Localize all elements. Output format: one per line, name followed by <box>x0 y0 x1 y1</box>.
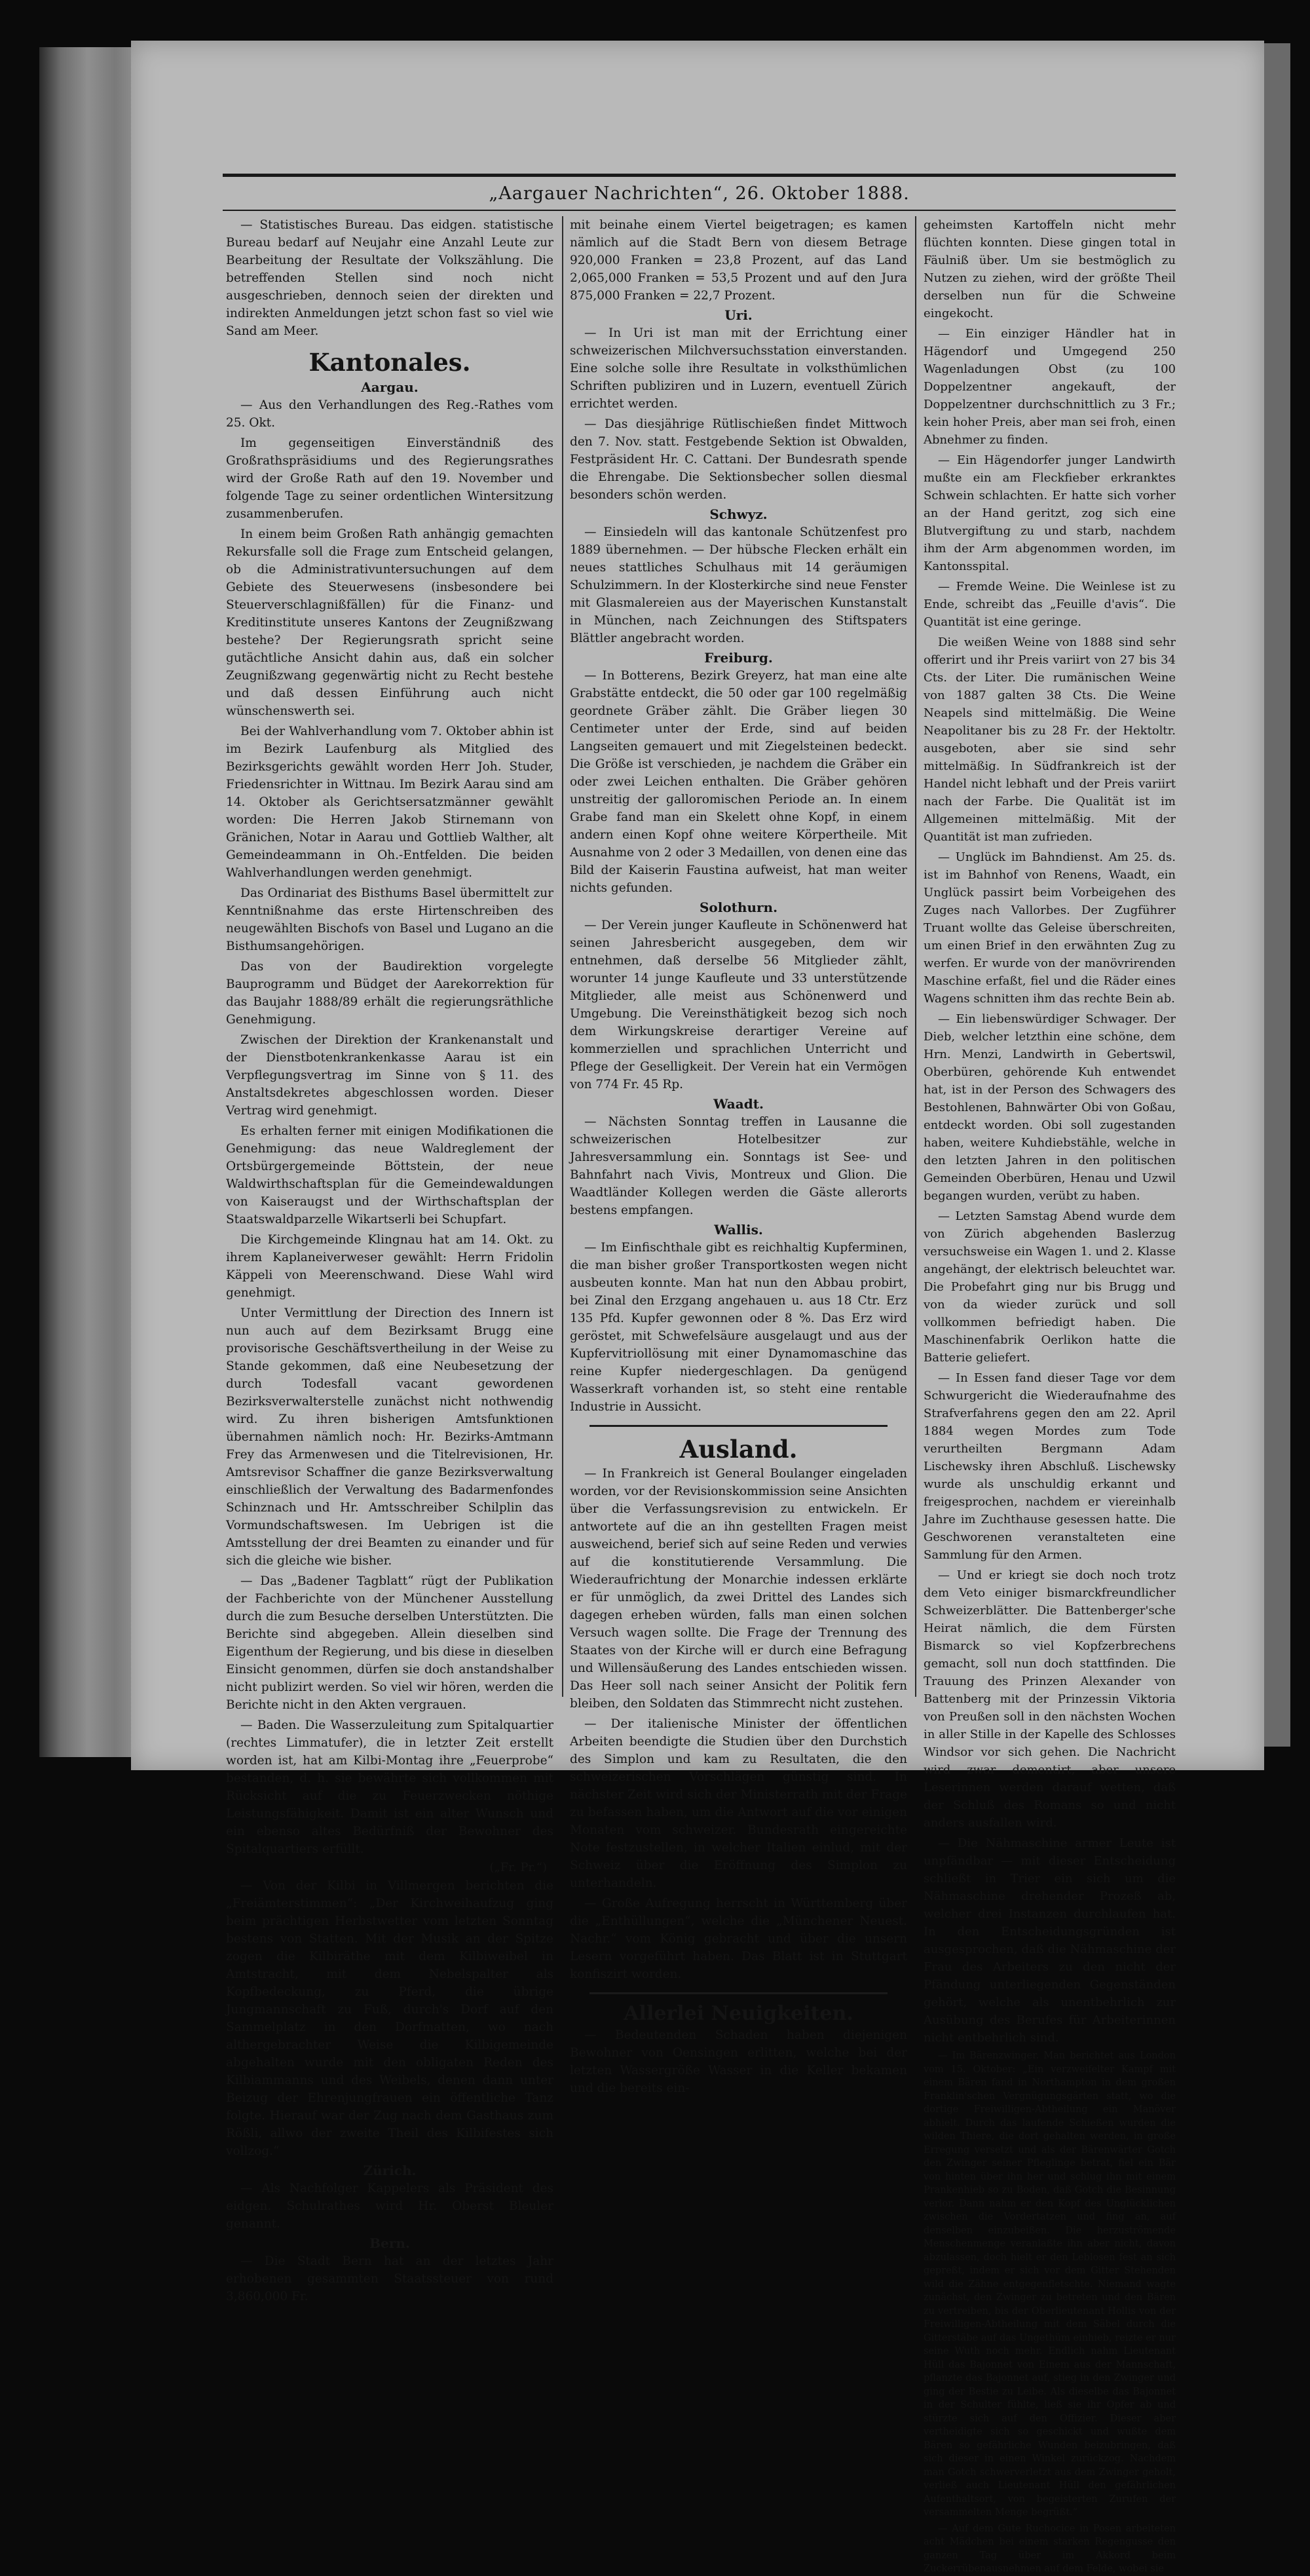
section-heading-allerlei: Allerlei Neuigkeiten. <box>624 2002 853 2025</box>
article-statistik: — Statistisches Bureau. Das eidgen. statistische Bureau bedarf auf Neujahr eine Anzahl Leute zur Bearbeitung der Resultate der Volkszählung. Die betreffenden Stellen sind noch nicht ausgeschrieben, dennoch seien der direkten und indirekten Anmeldungen jetzt schon fast so viel wie Sand am Meer. <box>226 218 553 338</box>
subheading-uri: Uri. <box>724 307 753 323</box>
page-header <box>223 174 1176 211</box>
article-uri: — In Uri ist man mit der Errichtung einer schweizerischen Milchversuchsstation einverstanden. Eine solche solle ihre Resultate in volksthümlichen Schriften publiziren und in Luzern, eventuell Zürich errichtet werden. <box>570 326 907 411</box>
article-solothurn: — Der Verein junger Kaufleute in Schönenwerd hat seinen Jahresbericht ausgegeben, dem wir entnehmen, daß derselbe 56 Mitglieder zählt, worunter 14 junge Kaufleute und 33 unterstützende Mitglieder, alle meist aus Schönenwerd und Umgebung. Die Vereinsthätigkeit bezog sich noch dem Wirkungskreise derartiger Vereine auf kommerziellen und sprachlichen Unterricht und Pflege der Geselligkeit. Der Verein hat ein Vermögen von 774 Fr. 45 Rp. <box>570 919 907 1091</box>
article-paragraph: Bei der Wahlverhandlung vom 7. Oktober abhin ist im Bezirk Laufenburg als Mitglied des Bezirksgerichts gewählt worden Herr Joh. Studer, Friedensrichter in Wittnau. Im Bezirk Aarau sind am 14. Oktober als Gerichtsersatzmänner gewählt worden: Die Herren Jakob Stirnemann von Gränichen, Notar in Aarau und Gottlieb Walther, alt Gemeindeammann in Oh.-Entfelden. Die beiden Wahlverhandlungen werden genehmigt. <box>226 725 553 880</box>
article-paragraph: Das Ordinariat des Bisthums Basel übermittelt zur Kenntnißnahme das erste Hirtenschreiben des neugewählten Bischofs von Basel und Lugano an die Bisthumsangehörigen. <box>226 886 553 953</box>
article-frankreich: — In Frankreich ist General Boulanger eingeladen worden, vor der Revisionskommission seine Ansichten über die Verfassungsrevision zu entwickeln. Er antwortete auf die an ihn gestellten Fragen meist ausweichend, berief sich auf seine Reden und verwies auf die konstitutierende Versammlung. Die Wiederaufrichtung der Monarchie indessen erklärte er für unmöglich, da zwei Drittel des Landes sich dagegen erheben würden, falls man einen solchen Versuch wagen sollte. Die Frage der Trennung des Staates von der Kirche will er durch eine Befragung und Willensäußerung des Landes entschieden wissen. Das Heer soll nach seiner Ansicht der Politik fern bleiben, den Soldaten das Stimmrecht nicht zustehen. <box>570 1467 907 1711</box>
article-haendler: — Ein einziger Händler hat in Hägendorf und Umgegend 250 Wagenladungen Obst (zu 100 Doppelzentner angekauft, der Doppelzentner durchschnittlich zu 3 Fr.; kein hoher Preis, aber man sei froh, einen Abnehmer zu finden. <box>924 327 1176 447</box>
article-paragraph: Es erhalten ferner mit einigen Modifikationen die Genehmigung: das neue Waldreglement der Ortsbürgergemeinde Böttstein, der neue Waldwirthschaftsplan für die Gemeindewaldungen von Kaiseraugst und der Wirthschaftsplan der Staatswaldparzelle Wikartserli bei Schupfart. <box>226 1124 553 1226</box>
article-samstag: — Letzten Samstag Abend wurde dem von Zürich abgehenden Baslerzug versuchsweise ein Wagen 1. und 2. Klasse angehängt, der elektrisch beleuchtet war. Die Probefahrt ging nur bis Brugg und von da wieder zurück und soll vollkommen befriedigt haben. Die Maschinenfabrik Oerlikon hatte die Batterie geliefert. <box>924 1209 1176 1365</box>
source-note: („Fr. Pr.“) <box>489 1861 547 1874</box>
subheading-solothurn: Solothurn. <box>699 900 778 915</box>
subheading-schwyz: Schwyz. <box>709 506 768 522</box>
subheading-wallis: Wallis. <box>714 1222 763 1238</box>
article-fremde-weine: — Fremde Weine. Die Weinlese ist zu Ende, schreibt das „Feuille d'avis“. Die Quantität ist eine geringe. <box>924 580 1176 629</box>
article-kartoffeln: geheimsten Kartoffeln nicht mehr flüchten konnten. Diese gingen total in Fäulniß über. Um sie bestmöglich zu Nutzen zu ziehen, wird der größte Theil derselben nun für die Schweine eingekocht. <box>924 218 1176 320</box>
article-waadt: — Nächsten Sonntag treffen in Lausanne die schweizerischen Hotelbesitzer zur Jahresversammlung ein. Sonntags ist See- und Bahnfahrt nach Vivis, Montreux und Glion. Die Waadtländer Kollegen werden die Gäste allerorts bestens empfangen. <box>570 1115 907 1217</box>
article-paragraph: Das von der Baudirektion vorgelegte Bauprogramm und Büdget der Aarekorrektion für das Baujahr 1888/89 erhält die regierungsräthliche Genehmigung. <box>226 960 553 1027</box>
section-divider <box>590 1992 888 1994</box>
article-paragraph: Im gegenseitigen Einverständniß des Großrathspräsidiums und des Regierungsrathes wird der Große Rath auf den 19. November und folgende Tage zu seiner ordentlichen Wintersitzung zusammenberufen. <box>226 436 553 521</box>
article-unglueck: — Unglück im Bahndienst. Am 25. ds. ist im Bahnhof von Renens, Waadt, ein Unglück passirt beim Vorbeigehen des Zuges nach Vallorbes. Der Zugführer Truant wollte das Geleise überschreiten, um einen Brief in den erwähnten Zug zu werfen. Er wurde von der manövrirenden Maschine erfaßt, fiel und die Räder eines Wagens schnitten ihm das rechte Bein ab. <box>924 850 1176 1006</box>
article-baden: — Baden. Die Wasserzuleitung zum Spitalquartier (rechtes Limmatufer), die in letzter Zeit erstellt worden ist, hat am Kilbi-Montag ihre „Feuerprobe“ bestanden, d. h. sie bewährte sich vollkommen mit Rücksicht auf die zu Feuerzwecken nöthige Leistungsfähigkeit. Damit ist ein alter Wunsch und ein ebenso altes Bedürfniß der Bewohner des Spitalquartiers erfüllt. <box>226 1718 553 1856</box>
article-wuerttemberg: — Große Aufregung herrscht in Württemberg über die „Enthüllungen“, welche die „Münchener Neuest. Nachr.“ vom König gebracht und über die unsern Lesern vorgeführt haben. Das Blatt ist in Stuttgart konfiszirt worden. <box>570 1897 907 1981</box>
section-divider <box>590 1425 888 1427</box>
article-verhandlungen: — Aus den Verhandlungen des Reg.-Rathes vom 25. Okt. <box>226 398 553 430</box>
article-baerenzwinger: — Im Bärenzwinger. Man berichtet aus London vom 15. Oktober: „Ein verzweifelter Kampf mit einem Bären fand in Northampton in dem großen Franklin'schen Vergnügungsgärten statt, wo die dortige Freiwilligen-Abtheilung ein Manöver abhielt. Durch das laufende Schießen wurden die wilden Thiere, die dort gehalten werden, in große Erregung versetzt und als der Bärenwärter Gotch den Zwinger seiner Pfleglinge betrat, fiel ein Bär von hinten über ihn her und schlug ihn mit einem Prankenhieb so zu Boden, daß Gotch die Besinnung verlor. Dann nahm er den Kopf des Unglücklichen zwischen die Vordertatzen und fing an, auf denselben einzubeißen. Die herzuströmende Menschenmenge veranlaßte ihn aber nicht, davon abzulassen, doch hielt er den Leblosen fest an sich gepreßt, indem er sich vor dem Gitter Stehenden wild die Zähne entgegenfletschte. Niemand wagte zunächst, den Zwinger zu betreten und den Bären zu vertreiben, bis der Oberlieutenant Hollis von der Freiwilligen-Abtheilung mit dem Säbel durch die Gitterstäbe auf das Ungethüm einhieb, reizte er nur seine Wuth noch mehr. Endlich nahm Lieutenant Hüll das Bajonnet von Einem aus der Mannschaft, pflanzte das Bajonnet auf, stieg in den Zwinger und ging der Bestie zu Leibe. Als dieselbe das Bajonnet in der Schulter fühlte, ließ sie ihr Opfer ab und stürzte sich auf den Offizier. Dieser aber vertheidigte sich so geschickt und wußte dem Bären so gefährliche Wunden beizubringen, daß sich dieser in einen Winkel zurückzog. Nachdem man Gotch schwerverletzt aus dem Zwinger geholt, verließ auch Lieutenant Hüll den gefährlichen Aufenthaltsort, von begeisterten Zurufen der versammelten Menge begrüßt.“ <box>924 2051 1176 2518</box>
article-paragraph: Unter Vermittlung der Direction des Innern ist nun auch auf dem Bezirksamt Brugg eine provisorische Geschäftsvertheilung in der Weise zu Stande gekommen, daß eine Neubesetzung der durch Todesfall vacant gewordenen Bezirksverwalterstelle zunächst nicht nothwendig wird. Zu ihren bisherigen Amtsfunktionen übernahmen nämlich noch: Hr. Bezirks-Amtmann Frey das Armenwesen und die Titelrevisionen, Hr. Amtsrevisor Schaffner die ganze Bezirksverwaltung einschließlich der Verwaltung des Badarmenfondes Schinznach und Hr. Amtsschreiber Schilplin das Vormundschaftswesen. Im Uebrigen ist die Amtsstellung der drei Beamten zu einander und für sich die gleiche wie bisher. <box>226 1306 553 1568</box>
article-schwager: — Ein liebenswürdiger Schwager. Der Dieb, welcher letzthin eine schöne, dem Hrn. Menzi, Landwirth in Gebertswil, Oberbüren, gehörende Kuh entwendet hat, ist in der Person des Schwagers des Bestohlenen, Bahnwärter Obi von Goßau, entdeckt worden. Obi soll zugestanden haben, weitere Kuhdiebstähle, welche in den letzten Jahren in den politischen Gemeinden Oberbüren, Henau und Uzwil begangen wurden, verübt zu haben. <box>924 1012 1176 1203</box>
column-1 <box>226 216 553 2303</box>
article-bern-continued: mit beinahe einem Viertel beigetragen; es kamen nämlich auf die Stadt Bern von diesem Betrage 920,000 Franken = 23,8 Prozent, auf das Land 2,065,000 Franken = 53,5 Prozent und auf den Jura 875,000 Franken = 22,7 Prozent. <box>570 218 907 303</box>
article-battenberg: — Und er kriegt sie doch noch trotz dem Veto einiger bismarckfreundlicher Schweizerblätter. Die Battenberger'sche Heirat nämlich, die dem Fürsten Bismarck so viel Kopfzerbrechens gemacht, soll nun doch stattfinden. Die Trauung des Prinzen Alexander von Battenberg mit der Prinzessin Viktoria von Preußen soll in den nächsten Wochen in aller Stille in der Kapelle des Schlosses Windsor vor sich gehen. Die Nachricht wird zwar dementirt, aber unsere Leserinnen werden darauf wetten, daß der Schluß des Romans so und nicht anders ausfallen wird. <box>924 1568 1176 1830</box>
article-posen: — Auf dem Gute Ruchocice in Posen arbeiteten acht Mädchen bei einem starken Regengusse den ganzen Tag über im Akkord beim Zuckerrübenausnehmen auf dem Felde, wobei sie <box>924 2523 1176 2574</box>
article-wallis: — Im Einfischthale gibt es reichhaltig Kupferminen, die man bisher großer Transportkosten wegen nicht ausbeuten konnte. Man hat nun den Abbau probirt, bei Zinal den Erzgang angehauen u. aus 18 Ctr. Erz 135 Pfd. Kupfer gewonnen oder 8 %. Das Erz wird geröstet, mit Schwefelsäure ausgelaugt und aus der Kupfervitriollösung mit einer Dynamomaschine das reine Kupfer niedergeschlagen. Da genügend Wasserkraft vorhanden ist, so steht eine rentable Industrie in Aussicht. <box>570 1241 907 1414</box>
article-schaden: — Bedeutenden Schaden haben diejenigen Bewohner von Oensingen erlitten, welche bei der letzten Wassergröße Wasser in die Keller bekamen und die bereits ein- <box>570 2028 907 2095</box>
article-italien: — Der italienische Minister der öffentlichen Arbeiten beendigte die Studien über den Durchstich des Simplon und kam zu Resultaten, die den schweizerischen Vorschlägen günstig sind. In nächster Zeit wird sich der Ministerrath mit der Frage zu befassen haben, um die Antwort auf die vor einigen Monaten vom schweizer. Bundesrath eingereichte Note festzustellen, in welcher Italien einlud, mit der Schweiz über die Eröffnung des Simplon zu unterhandeln. <box>570 1717 907 1890</box>
article-paragraph: Die Kirchgemeinde Klingnau hat am 14. Okt. zu ihrem Kaplaneiverweser gewählt: Herrn Fridolin Käppeli von Meerenschwand. Diese Wahl wird genehmigt. <box>226 1233 553 1300</box>
article-schwyz: — Einsiedeln will das kantonale Schützenfest pro 1889 übernehmen. — Der hübsche Flecken erhält ein neues stattliches Schulhaus mit 14 geräumigen Schulzimmern. In der Klosterkirche sind neue Fenster mit Glasmalereien aus der Mayerischen Kunstanstalt in München, nach Zeichnungen des Stiftspaters Blättler angebracht worden. <box>570 525 907 645</box>
page-right-edge <box>1264 43 1290 1747</box>
article-zuerich: — Als Nachfolger Kappelers als Präsident des eidgen. Schulrathes wird Hr. Oberst Bleuler genannt. <box>226 2182 553 2231</box>
article-paragraph: Zwischen der Direktion der Krankenanstalt und der Dienstbotenkrankenkasse Aarau ist ein Verpflegungsvertrag im Sinne von § 11. des Anstaltsdekretes abgeschlossen worden. Dieser Vertrag wird genehmigt. <box>226 1033 553 1118</box>
article-ruetli: — Das diesjährige Rütlischießen findet Mittwoch den 7. Nov. statt. Festgebende Sektion ist Obwalden, Festpräsident Hr. C. Cattani. Der Bundesrath spende die Ehrengabe. Die Sektionsbecher sollen diesmal besonders schön werden. <box>570 417 907 502</box>
article-essen: — In Essen fand dieser Tage vor dem Schwurgericht die Wiederaufnahme des Strafverfahrens gegen den am 22. April 1884 wegen Mordes zum Tode verurtheilten Bergmann Adam Lischewsky ihren Abschluß. Lischewsky wurde als unschuldig erkannt und freigesprochen, nachdem er viereinhalb Jahre im Zuchthause gesessen hatte. Die Geschworenen veranstalteten eine Sammlung für den Armen. <box>924 1371 1176 1562</box>
article-landwirth: — Ein Hägendorfer junger Landwirth mußte ein am Fleckfieber erkranktes Schwein schlachten. Er hatte sich vorher an der Hand geritzt, zog sich eine Blutvergiftung zu und starb, nachdem ihm der Arm abgenommen worden, im Kantonsspital. <box>924 453 1176 573</box>
section-heading-ausland: Ausland. <box>679 1435 798 1464</box>
column-3 <box>924 216 1176 2574</box>
article-naehmaschine: — Die Nähmaschine armer Leute ist unpfändbar — mit dieser Entscheidung schließt in Trier ein sich um die Nähmaschine drehender Prozeß ab, welcher drei Instanzen durchlaufen hat. In den Entscheidungsgründen ist ausgesprochen, daß die Nähmaschine der Frau des Arbeiters zu den nicht der Pfändung unterliegenden Gegenständen gehört, welche als unentbehrlich zur Ausübung des Berufes für Arbeiterinnen nicht entbehrlich sind. <box>924 1836 1176 2045</box>
header-title: „Aargauer Nachrichten“, 26. Oktober 1888. <box>489 183 910 204</box>
column-2 <box>570 216 907 2095</box>
subheading-freiburg: Freiburg. <box>704 650 773 666</box>
article-paragraph: In einem beim Großen Rath anhängig gemachten Rekursfalle soll die Frage zum Entscheid gelangen, ob die Administrativuntersuchungen auf dem Gebiete des Steuerwesens (insbesondere bei Steuerverschlagnißfällen) für die Finanz- und Kreditinstitute unseres Kantons der Zeugnißzwang bestehe? Der Regierungsrath spricht seine gutächtliche Ansicht dahin aus, daß ein solcher Zeugnißzwang gegenwärtig nicht zu Recht bestehe und daß dessen Einführung auch nicht wünschenswerth sei. <box>226 527 553 718</box>
article-bern: — Die Stadt Bern hat an der letztes Jahr erhobenen gesammten Staatssteuer von rund 3,860,000 Fr. <box>226 2254 553 2303</box>
subheading-bern: Bern. <box>369 2235 410 2251</box>
article-weisse-weine: Die weißen Weine von 1888 sind sehr offerirt und ihr Preis variirt von 27 bis 34 Cts. der Liter. Die rumänischen Weine von 1887 galten 38 Cts. Die Weine Neapels sind mittelmäßig. Die Weine Neapolitaner bis zu 28 Fr. der Hektoltr. ausgeboten, aber sie sind sehr mittelmäßig. In Südfrankreich ist der Handel nicht lebhaft und der Preis variirt nach der Farbe. Die Qualität ist im Allgemeinen mittelmäßig. Mit der Quantität ist man zufrieden. <box>924 635 1176 844</box>
column-rule-2 <box>915 216 916 1697</box>
subheading-waadt: Waadt. <box>713 1096 764 1112</box>
column-rule-1 <box>562 216 563 1697</box>
article-badener-tagblatt: — Das „Badener Tagblatt“ rügt der Publikation der Fachberichte von der Münchener Ausstellung durch die zum Besuche derselben Unterstützten. Die Berichte sind abgegeben. Allein dieselben sind Eigenthum der Regierung, und bis diese in dieselben Einsicht genommen, dürfen sie doch anstandshalber nicht publizirt werden. So viel wir hören, werden die Berichte nicht in den Akten vergrauen. <box>226 1574 553 1712</box>
subheading-aargau: Aargau. <box>361 379 419 395</box>
subheading-zuerich: Zürich. <box>363 2163 417 2178</box>
article-freiburg: — In Botterens, Bezirk Greyerz, hat man eine alte Grabstätte entdeckt, die 50 oder gar 100 regelmäßig geordnete Gräber zählt. Die Gräber liegen 30 Centimeter unter der Erde, sind auf beiden Langseiten gemauert und mit Ziegelsteinen bedeckt. Die Größe ist verschieden, je nachdem die Gräber ein oder zwei Leichen enthalten. Die Gräber gehören unstreitig der galloromischen Periode an. In einem Grabe fand man ein Skelett ohne Kopf, in einem andern einen Kopf ohne weitere Körpertheile. Mit Ausnahme von 2 oder 3 Medaillen, von denen eine das Bild der Kaiserin Faustina aufweist, hat man weiter nichts gefunden. <box>570 669 907 895</box>
section-heading-kantonales: Kantonales. <box>309 348 471 377</box>
article-kilbi: — Von der Kilbi in Villmergen berichten die „Freiämterstimmen“: „Der Kirchweihaufzug ging beim prächtigen Herbstwetter vom letzten Sonntag bestens von Statten. Mit der Musik an der Spitze zogen die Kilbiräthe mit dem Kilbiweibel in Amtstracht, mit dem Nebelspalter als Kopfbedeckung, zu Pferd, die übrige Jungmannschaft zu Fuß, durch's Dorf auf den Sammelplatz in den Dorfmatten, wo nach althergebrachter Weise die Kilbigemeinde abgehalten wurde mit den obligaten Reden des Kilbiammanns und des Weibels, denen dann unter Beizug der Ehrenjungfrauen ein öffentliche Tanz folgte. Hierauf war der Zug nach dem Gasthaus zum Rößli, allwo der zweite Theil des Kilbifestes sich vollzog.“ <box>226 1879 553 2158</box>
